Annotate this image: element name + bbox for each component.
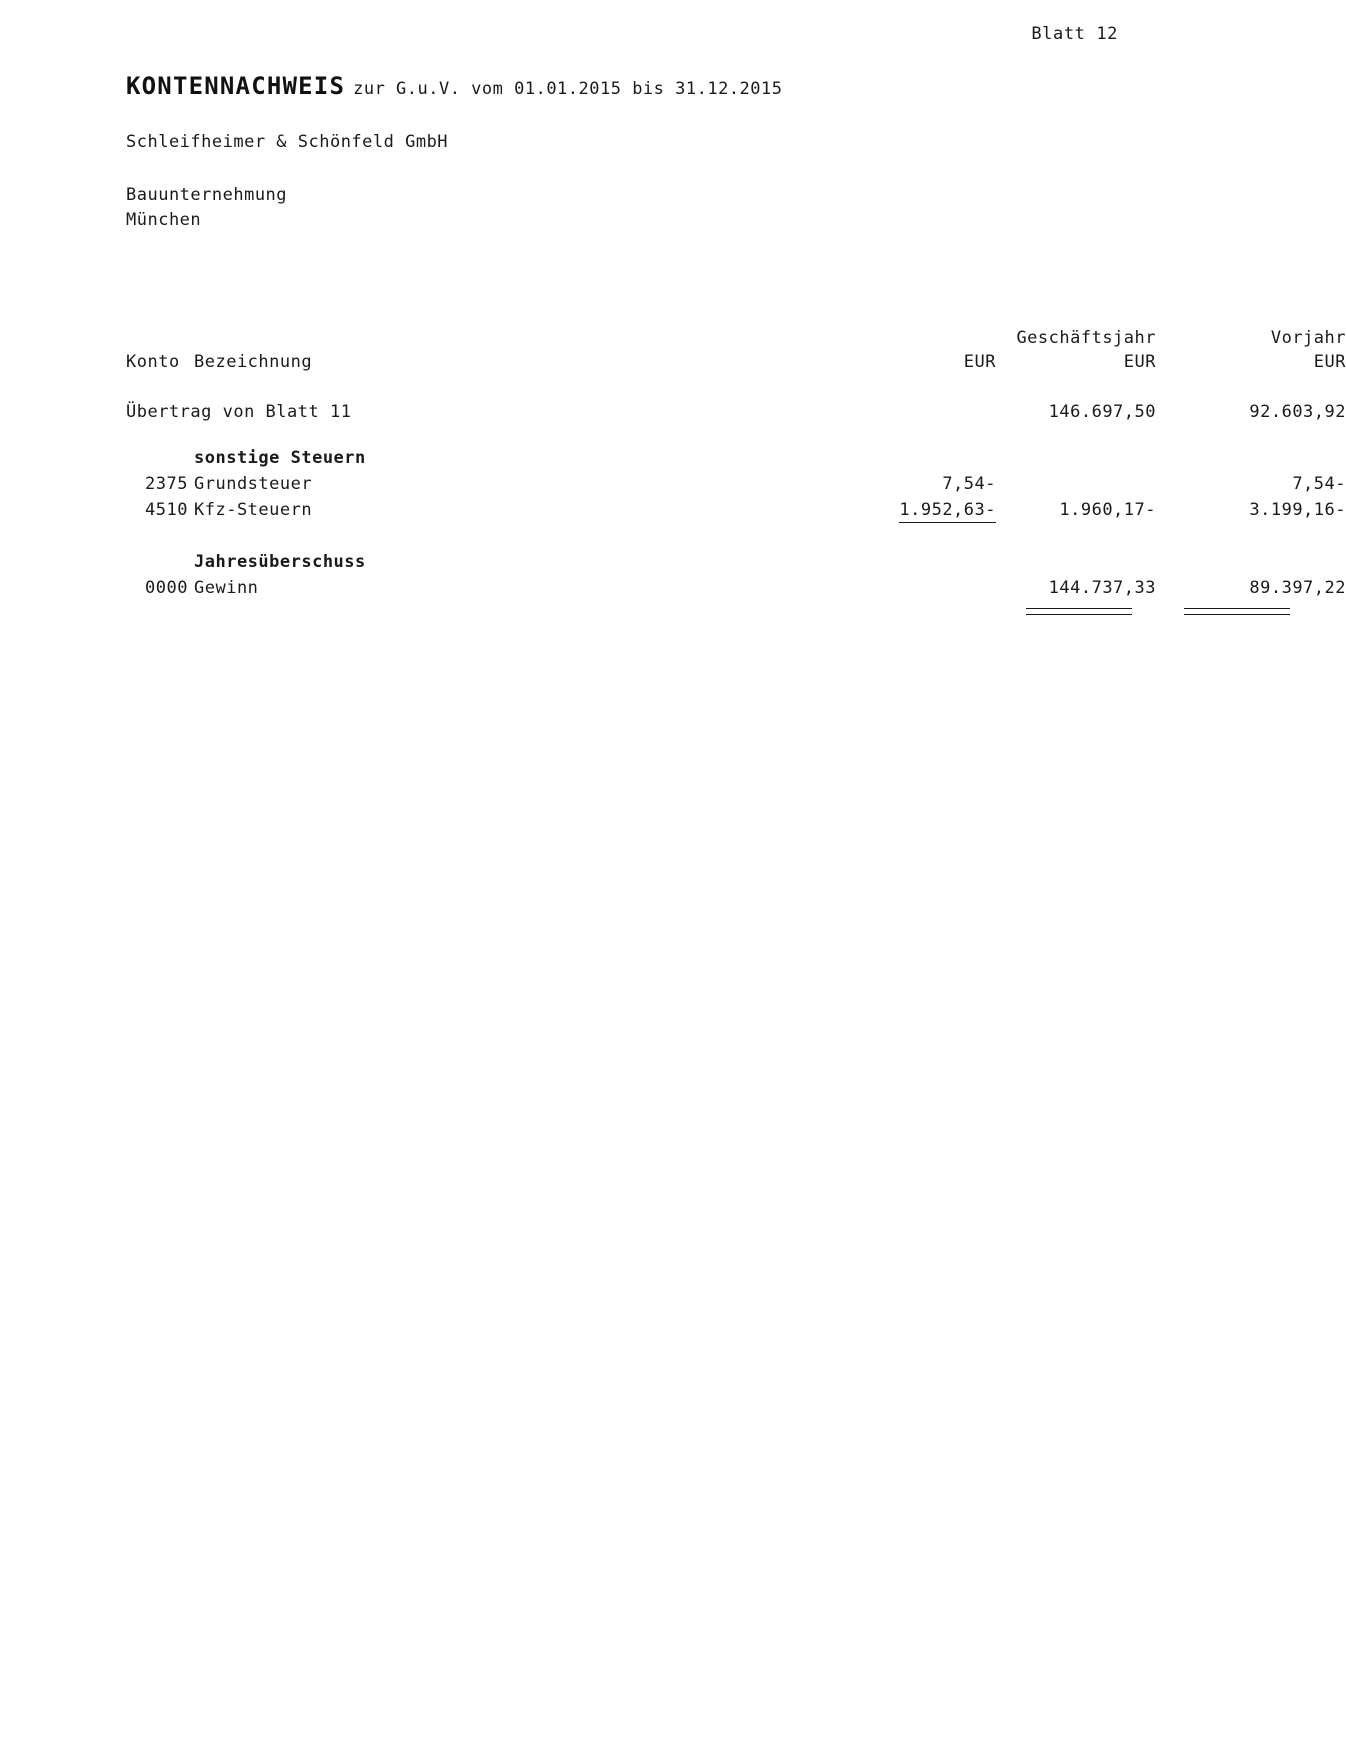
page-title: KONTENNACHWEIS bbox=[126, 72, 346, 100]
page-subtitle: zur G.u.V. vom 01.01.2015 bis 31.12.2015 bbox=[353, 79, 783, 99]
table-header bbox=[126, 352, 1346, 382]
row-description: Kfz-Steuern bbox=[194, 500, 313, 520]
column-header-description: Bezeichnung bbox=[194, 352, 313, 372]
table-row bbox=[126, 578, 1346, 604]
company-city: München bbox=[126, 210, 202, 230]
carryover-previous-year: 92.603,92 bbox=[1249, 402, 1346, 422]
document-title bbox=[126, 72, 783, 100]
group-title-row bbox=[126, 552, 1176, 578]
row-eur-detail-value: 1.952,63- bbox=[899, 500, 996, 523]
column-header-account: Konto bbox=[126, 352, 180, 372]
row-account: 4510 bbox=[145, 500, 188, 520]
double-rule-previous-year bbox=[1184, 608, 1290, 615]
total-double-rules bbox=[126, 604, 1176, 622]
row-description: Gewinn bbox=[194, 578, 259, 598]
column-header-eur-detail: EUR bbox=[963, 352, 996, 372]
row-business-year: 144.737,33 bbox=[1048, 578, 1156, 598]
row-previous-year: 89.397,22 bbox=[1249, 578, 1346, 598]
row-business-year: 1.960,17- bbox=[1059, 500, 1156, 520]
group-title-sonstige-steuern: sonstige Steuern bbox=[194, 448, 366, 468]
company-business-type: Bauunternehmung bbox=[126, 185, 288, 205]
column-header-eur-previous-year: EUR bbox=[1313, 352, 1346, 372]
row-description: Grundsteuer bbox=[194, 474, 313, 494]
sheet-number: Blatt 12 bbox=[1031, 24, 1118, 44]
row-previous-year: 7,54- bbox=[1292, 474, 1346, 494]
group-title-jahresueberschuss: Jahresüberschuss bbox=[194, 552, 366, 572]
table-row bbox=[126, 500, 1346, 526]
column-header-previous-year: Vorjahr bbox=[1270, 328, 1346, 348]
carryover-row bbox=[126, 402, 1346, 428]
carryover-business-year: 146.697,50 bbox=[1048, 402, 1156, 422]
accounts-table bbox=[126, 328, 1346, 622]
row-account: 0000 bbox=[145, 578, 188, 598]
column-header-eur-business-year: EUR bbox=[1123, 352, 1156, 372]
column-header-business-year: Geschäftsjahr bbox=[1016, 328, 1156, 348]
double-rule-business-year bbox=[1026, 608, 1132, 615]
table-header-top bbox=[126, 328, 1346, 352]
company-name: Schleifheimer & Schönfeld GmbH bbox=[126, 132, 449, 152]
row-previous-year: 3.199,16- bbox=[1249, 500, 1346, 520]
group-title-row bbox=[126, 448, 1176, 474]
table-row bbox=[126, 474, 1346, 500]
row-account: 2375 bbox=[145, 474, 188, 494]
carryover-label: Übertrag von Blatt 11 bbox=[126, 402, 352, 422]
row-eur-detail: 7,54- bbox=[942, 474, 996, 494]
